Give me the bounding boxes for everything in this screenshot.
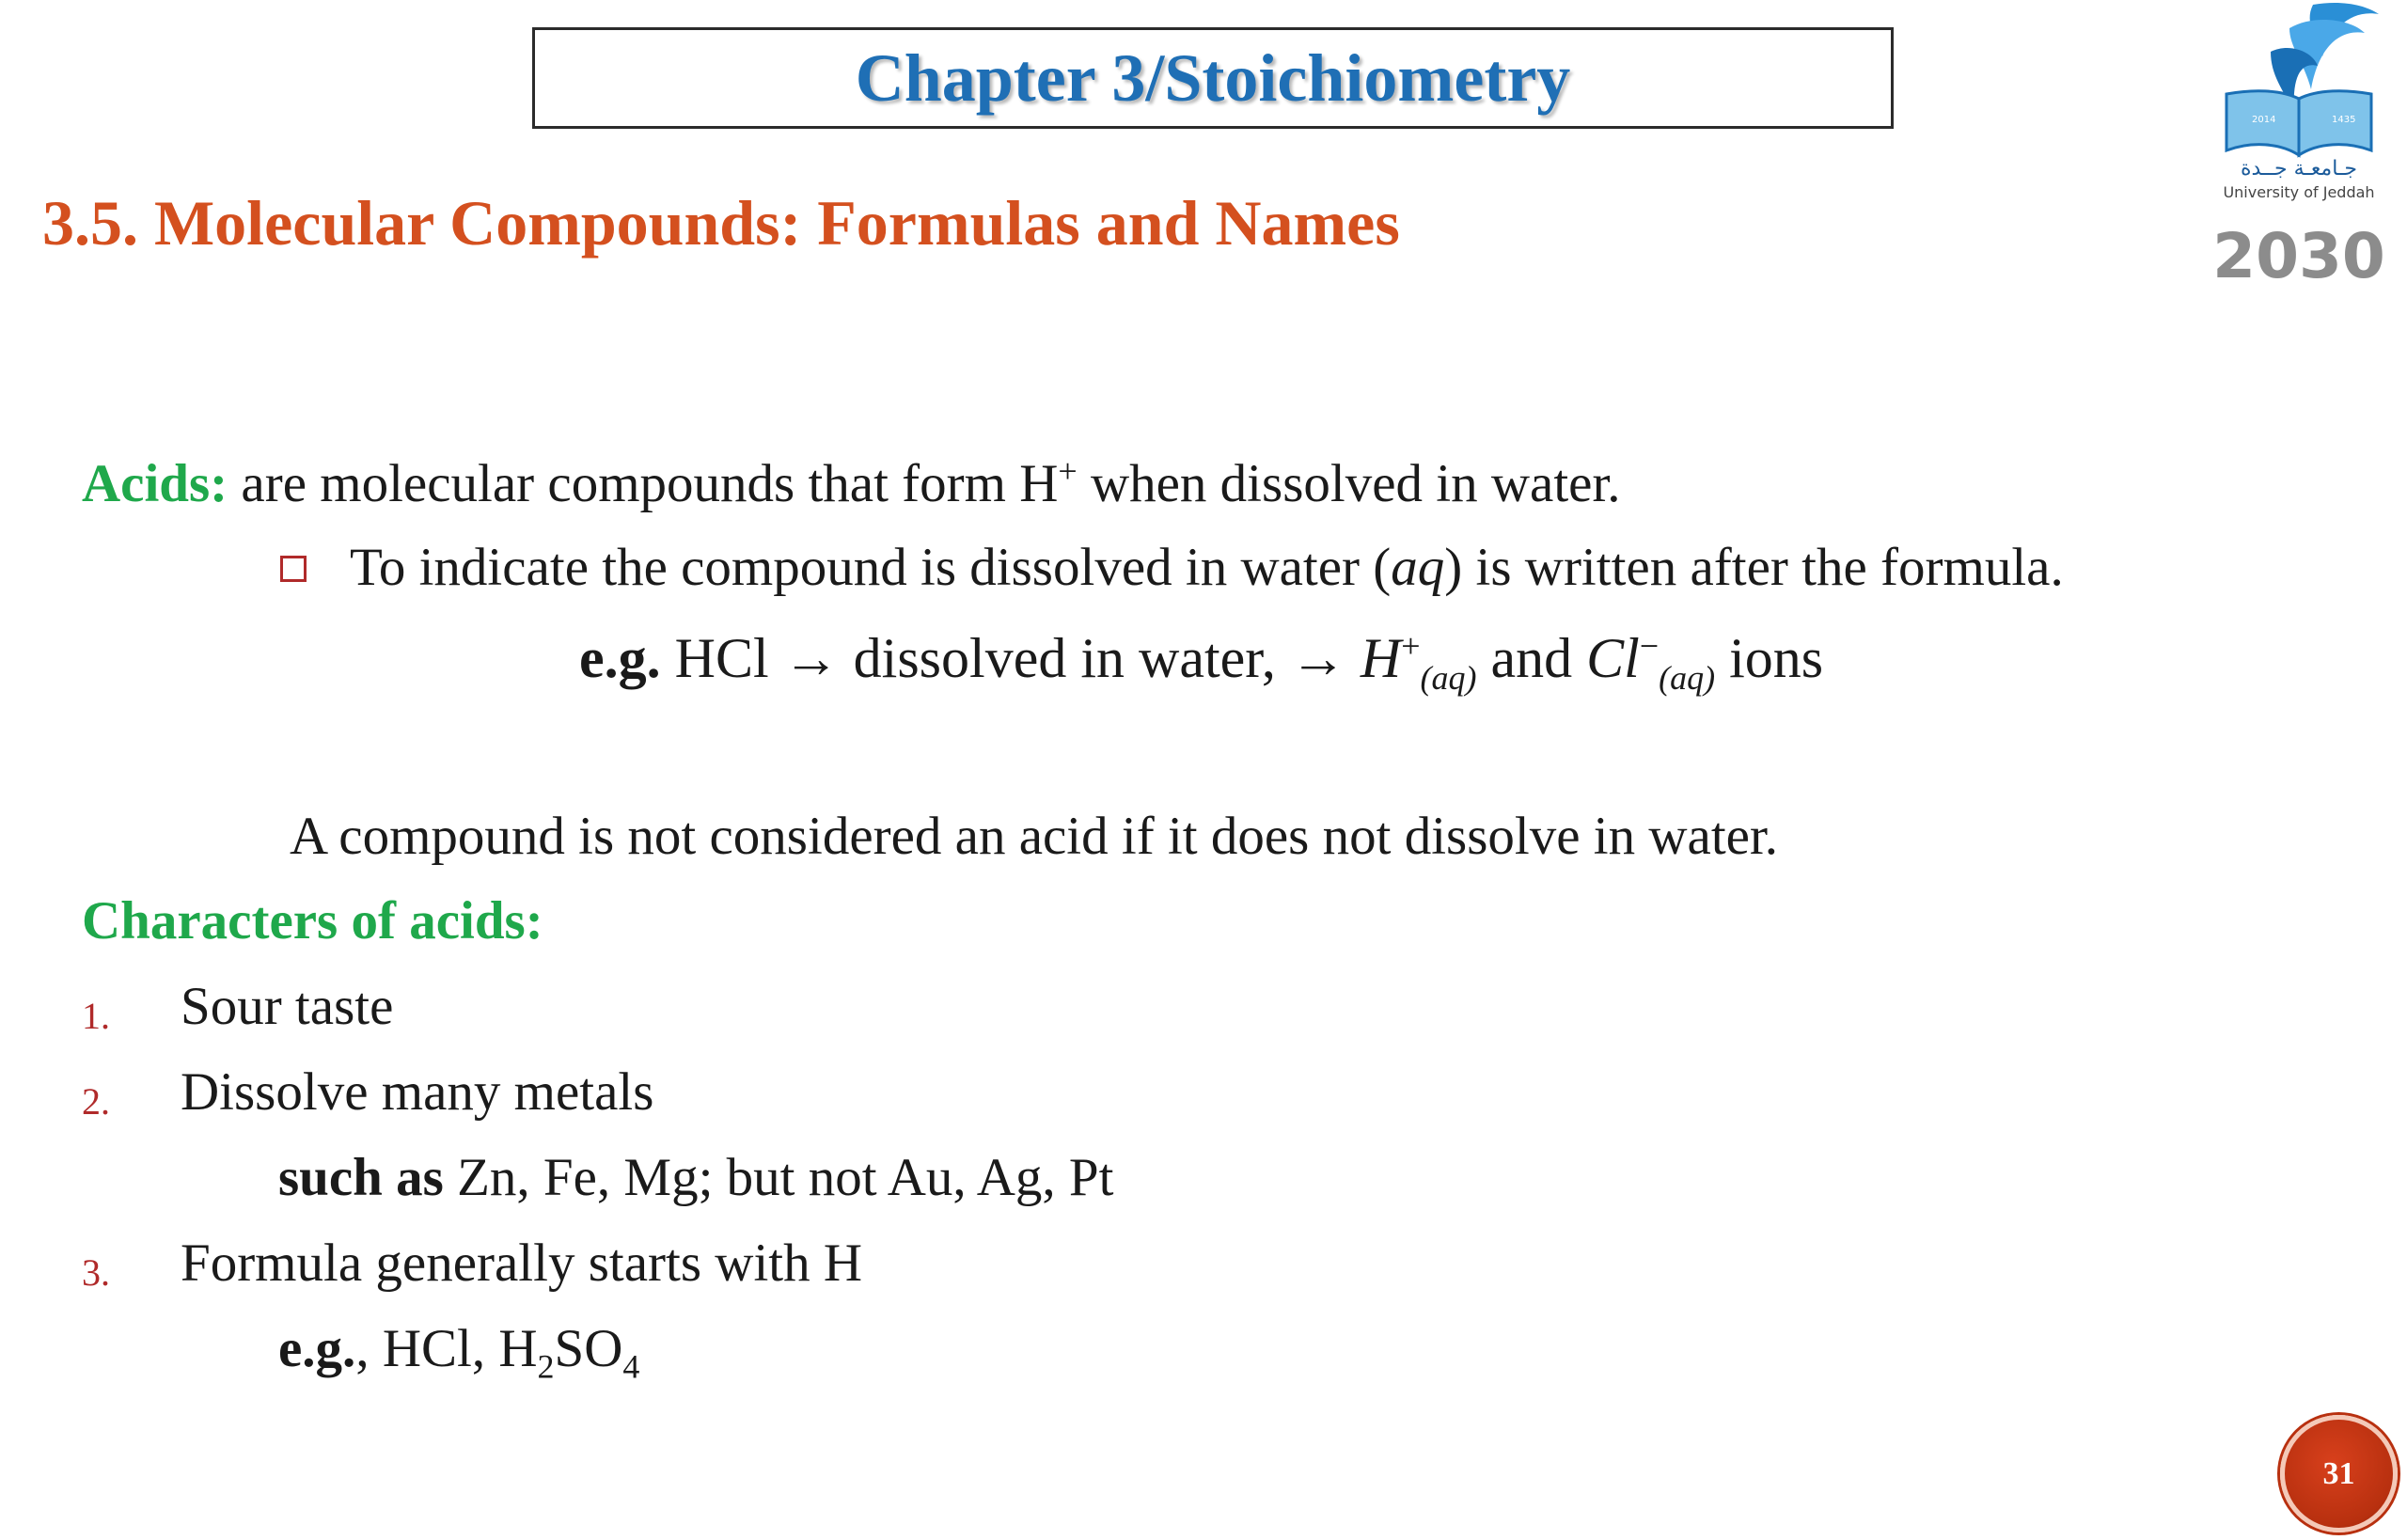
hcl-example: e.g. HCl → dissolved in water, → $H^+_{(aq)}$ and $Cl^-_{(aq)}$ ions xyxy=(579,627,1824,697)
chapter-title-box xyxy=(532,27,1894,129)
acids-definition: Acids: are molecular compounds that form H+ when dissolved in water. xyxy=(82,452,1621,513)
svg-text:2030: 2030 xyxy=(2212,220,2385,292)
chapter-title: Chapter 3/Stoichiometry xyxy=(855,39,1571,116)
list-number: 2. xyxy=(82,1080,110,1123)
metals-example: such as Zn, Fe, Mg; but not Au, Ag, Pt xyxy=(278,1148,1114,1207)
acids-definition-text: are molecular compounds that form H xyxy=(241,454,1059,513)
list-item: Formula generally starts with H xyxy=(181,1234,863,1293)
book-emblem-icon xyxy=(2200,0,2398,301)
aq-bullet-text: To indicate the compound is dissolved in water (aq) is written after the formula. xyxy=(350,538,2064,597)
university-logo xyxy=(2200,0,2398,301)
list-item: Sour taste xyxy=(181,977,394,1036)
section-title: 3.5. Molecular Compounds: Formulas and Names xyxy=(42,187,1400,259)
formula-example: e.g., HCl, $H_2SO_4$ xyxy=(278,1319,640,1386)
svg-text:2014: 2014 xyxy=(2252,115,2276,125)
list-number: 3. xyxy=(82,1251,110,1294)
svg-text:1435: 1435 xyxy=(2332,115,2356,125)
list-item: Dissolve many metals xyxy=(181,1062,654,1122)
page-number: 31 xyxy=(2322,1455,2355,1491)
list-number: 1. xyxy=(82,995,110,1037)
characters-heading: Characters of acids: xyxy=(82,891,543,951)
svg-text:جـامعـة جــدة: جـامعـة جــدة xyxy=(2241,157,2357,181)
acids-label: Acids: xyxy=(82,454,228,513)
acid-note: A compound is not considered an acid if it does not dissolve in water. xyxy=(290,807,1779,866)
svg-text:University of Jeddah: University of Jeddah xyxy=(2223,183,2375,201)
page-number-badge xyxy=(2280,1415,2398,1532)
checkbox-bullet-icon xyxy=(280,556,307,582)
